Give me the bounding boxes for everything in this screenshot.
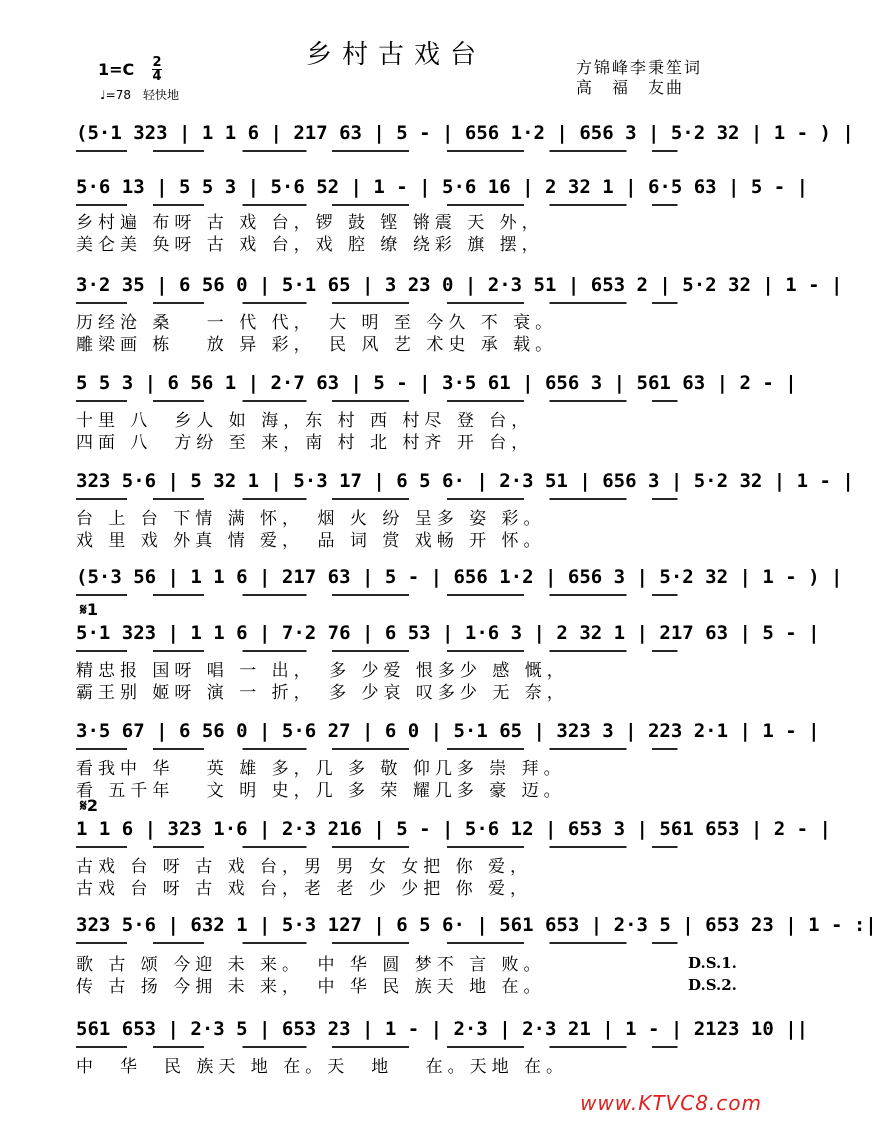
lyric-row-5-verse-2: 戏 里 戏 外真 情 爱， 品 词 赏 戏畅 开 怀。 — [76, 531, 546, 551]
lyric-row-8-verse-1: 看我中 华 英 雄 多，几 多 敬 仰几多 崇 拜。 — [76, 759, 566, 779]
lyric-row-11: 中 华 民 族天 地 在。天 地 在。天地 在。 — [76, 1057, 569, 1077]
composer-credit: 高 福 友曲 — [576, 78, 685, 97]
time-denominator: 4 — [152, 69, 162, 84]
tempo-marking: ♩=78 轻快地 — [100, 88, 179, 102]
notation-row-10: 323 5·6 | 632 1 | 5·3 127 | 6 5 6· | 561 653 | 2·3 5 | 653 23 | 1 - :| — [76, 914, 877, 936]
notation-row-5: 323 5·6 | 5 32 1 | 5·3 17 | 6 5 6· | 2·3 51 | 656 3 | 5·2 32 | 1 - | — [76, 470, 854, 492]
notation-row-9: 1 1 6 | 323 1·6 | 2·3 216 | 5 - | 5·6 12 | 653 3 | 561 653 | 2 - | — [76, 818, 831, 840]
lyric-row-10-verse-2: 传 古 扬 今拥 未 来， 中 华 民 族天 地 在。 — [76, 977, 546, 997]
notation-row-7: 5·1 323 | 1 1 6 | 7·2 76 | 6 53 | 1·6 3 | 2 32 1 | 217 63 | 5 - | — [76, 622, 820, 644]
notation-row-8: 3·5 67 | 6 56 0 | 5·6 27 | 6 0 | 5·1 65 | 323 3 | 223 2·1 | 1 - | — [76, 720, 820, 742]
key-signature: 1=C — [98, 60, 135, 79]
lyric-row-3-verse-1: 历经沧 桑 一 代 代， 大 明 至 今久 不 衰。 — [76, 313, 558, 333]
notation-row-3: 3·2 35 | 6 56 0 | 5·1 65 | 3 23 0 | 2·3 51 | 653 2 | 5·2 32 | 1 - | — [76, 274, 843, 296]
lyric-row-7-verse-1: 精忠报 国呀 唱 一 出， 多 少爱 恨多少 感 慨， — [76, 661, 569, 681]
notation-row-4: 5 5 3 | 6 56 1 | 2·7 63 | 5 - | 3·5 61 | 656 3 | 561 63 | 2 - | — [76, 372, 797, 394]
time-numerator: 2 — [152, 55, 162, 70]
site-watermark: www.KTVC8.com — [580, 1091, 762, 1115]
lyric-row-9-verse-1: 古戏 台 呀 古 戏 台，男 男 女 女把 你 爱， — [76, 857, 533, 877]
dal-segno-2: D.S.2. — [688, 976, 737, 994]
segno-1-icon: 𝄋1 — [80, 600, 99, 619]
dal-segno-1: D.S.1. — [688, 954, 737, 972]
lyric-row-10-verse-1: 歌 古 颂 今迎 未 来。 中 华 圆 梦不 言 败。 — [76, 955, 546, 975]
time-signature — [152, 56, 162, 83]
lyric-row-8-verse-2: 看 五千年 文 明 史，几 多 荣 耀几多 豪 迈。 — [76, 781, 566, 801]
notation-row-6: (5·3 56 | 1 1 6 | 217 63 | 5 - | 656 1·2 | 656 3 | 5·2 32 | 1 - ) | — [76, 566, 843, 588]
lyric-row-3-verse-2: 雕梁画 栋 放 异 彩， 民 风 艺 术史 承 载。 — [76, 335, 558, 355]
notation-row-11: 561 653 | 2·3 5 | 653 23 | 1 - | 2·3 | 2·3 21 | 1 - | 2123 10 || — [76, 1018, 809, 1040]
credits — [576, 58, 702, 98]
lyricist-credit: 方锦峰李秉笙词 — [576, 58, 703, 77]
lyric-row-4-verse-1: 十里 八 乡人 如 海，东 村 西 村尽 登 台， — [76, 411, 534, 431]
segno-2-icon: 𝄋2 — [80, 796, 99, 815]
lyric-row-9-verse-2: 古戏 台 呀 古 戏 台，老 老 少 少把 你 爱， — [76, 879, 533, 899]
lyric-row-4-verse-2: 四面 八 方纷 至 来，南 村 北 村齐 开 台， — [76, 433, 534, 453]
lyric-row-2-verse-1: 乡村遍 布呀 古 戏 台，锣 鼓 铿 锵震 天 外， — [76, 213, 544, 233]
lyric-row-7-verse-2: 霸王别 姬呀 演 一 折， 多 少哀 叹多少 无 奈， — [76, 683, 569, 703]
song-title: 乡村古戏台 — [305, 40, 486, 70]
notation-row-2: 5·6 13 | 5 5 3 | 5·6 52 | 1 - | 5·6 16 | 2 32 1 | 6·5 63 | 5 - | — [76, 176, 809, 198]
notation-row-1: (5·1 323 | 1 1 6 | 217 63 | 5 - | 656 1·2 | 656 3 | 5·2 32 | 1 - ) | — [76, 122, 854, 144]
lyric-row-2-verse-2: 美仑美 奂呀 古 戏 台，戏 腔 缭 绕彩 旗 摆， — [76, 235, 544, 255]
lyric-row-5-verse-1: 台 上 台 下情 满 怀， 烟 火 纷 呈多 姿 彩。 — [76, 509, 546, 529]
